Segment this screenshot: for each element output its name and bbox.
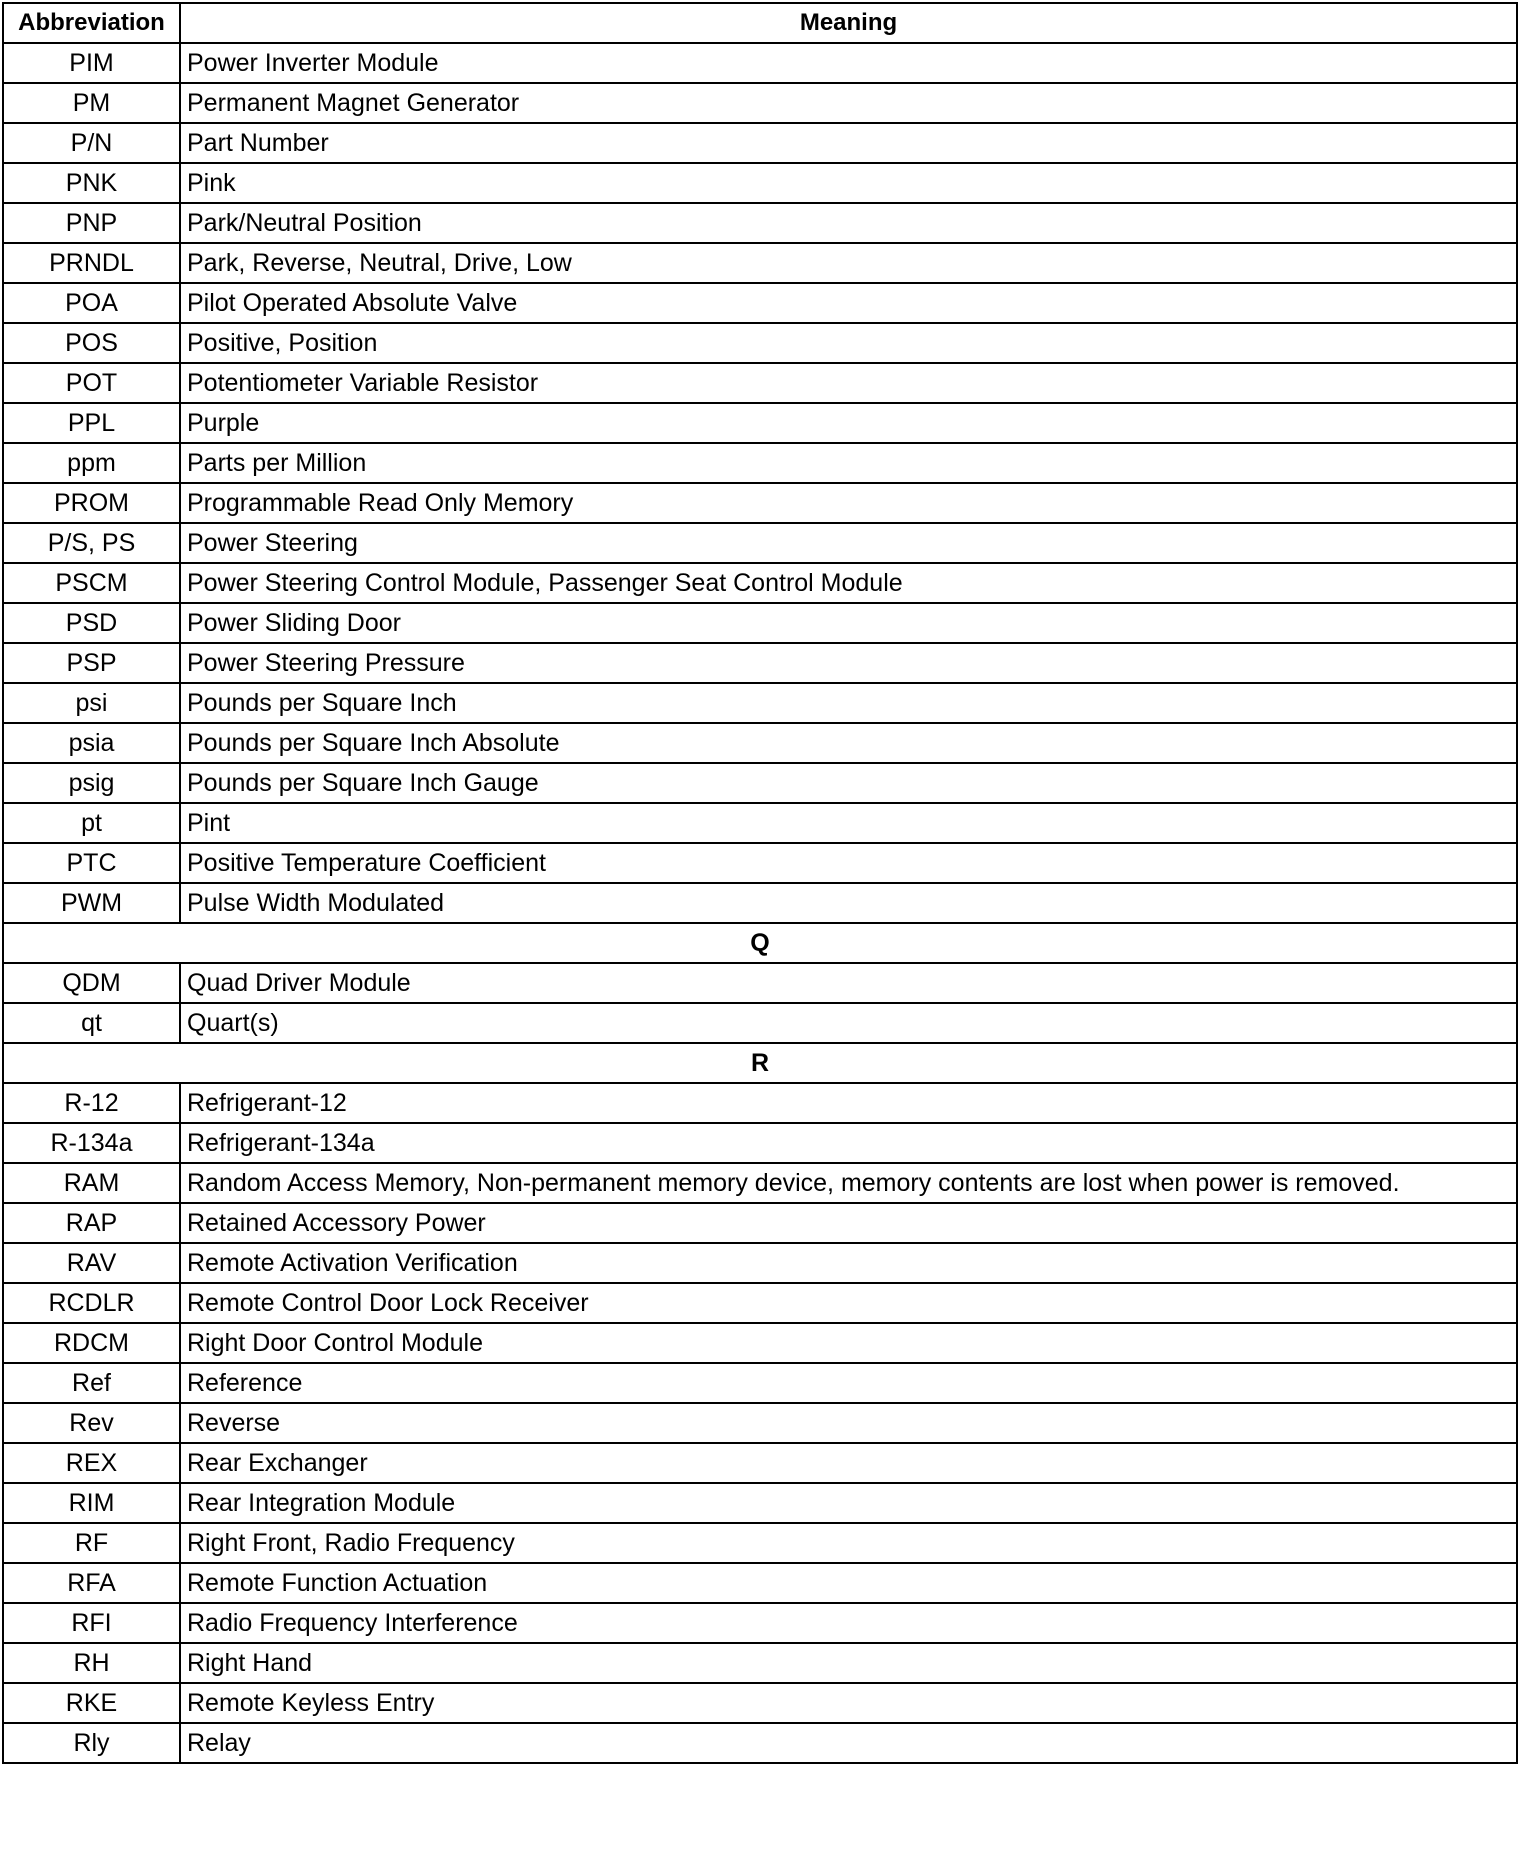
abbreviation-cell: POS <box>3 323 180 363</box>
abbreviation-cell: PRNDL <box>3 243 180 283</box>
table-row <box>3 1003 1517 1043</box>
table-row <box>3 1403 1517 1443</box>
table-row <box>3 1083 1517 1123</box>
meaning-cell: Relay <box>180 1723 1517 1763</box>
table-row <box>3 563 1517 603</box>
abbreviation-cell: psia <box>3 723 180 763</box>
meaning-cell: Refrigerant-12 <box>180 1083 1517 1123</box>
meaning-cell: Rear Exchanger <box>180 1443 1517 1483</box>
table-row <box>3 1123 1517 1163</box>
meaning-cell: Positive Temperature Coefficient <box>180 843 1517 883</box>
table-row <box>3 1283 1517 1323</box>
meaning-cell: Part Number <box>180 123 1517 163</box>
table-row <box>3 403 1517 443</box>
abbreviation-cell: RFA <box>3 1563 180 1603</box>
abbreviation-cell: RIM <box>3 1483 180 1523</box>
meaning-cell: Purple <box>180 403 1517 443</box>
meaning-cell: Refrigerant-134a <box>180 1123 1517 1163</box>
table-row <box>3 803 1517 843</box>
table-body <box>3 43 1517 1763</box>
table-header <box>3 3 1517 43</box>
table-row <box>3 1243 1517 1283</box>
table-row <box>3 203 1517 243</box>
table-row <box>3 483 1517 523</box>
table-row <box>3 1643 1517 1683</box>
table-row <box>3 323 1517 363</box>
abbreviation-cell: ppm <box>3 443 180 483</box>
abbreviation-cell: psi <box>3 683 180 723</box>
abbreviation-cell: R-134a <box>3 1123 180 1163</box>
table-row <box>3 163 1517 203</box>
meaning-cell: Random Access Memory, Non-permanent memory device, memory contents are lost when power is removed. <box>180 1163 1517 1203</box>
table-row <box>3 763 1517 803</box>
table-row <box>3 1443 1517 1483</box>
abbreviation-cell: PIM <box>3 43 180 83</box>
abbreviation-cell: RAM <box>3 1163 180 1203</box>
meaning-cell: Right Hand <box>180 1643 1517 1683</box>
abbreviation-cell: Rly <box>3 1723 180 1763</box>
table-row <box>3 723 1517 763</box>
table-row <box>3 1683 1517 1723</box>
meaning-cell: Park, Reverse, Neutral, Drive, Low <box>180 243 1517 283</box>
meaning-cell: Power Inverter Module <box>180 43 1517 83</box>
meaning-cell: Reverse <box>180 1403 1517 1443</box>
meaning-cell: Right Front, Radio Frequency <box>180 1523 1517 1563</box>
table-row <box>3 123 1517 163</box>
meaning-cell: Retained Accessory Power <box>180 1203 1517 1243</box>
abbreviation-cell: RDCM <box>3 1323 180 1363</box>
table-row <box>3 43 1517 83</box>
meaning-cell: Remote Function Actuation <box>180 1563 1517 1603</box>
section-row <box>3 1043 1517 1083</box>
meaning-cell: Pint <box>180 803 1517 843</box>
table-row <box>3 883 1517 923</box>
meaning-cell: Reference <box>180 1363 1517 1403</box>
abbreviation-cell: R-12 <box>3 1083 180 1123</box>
section-row <box>3 923 1517 963</box>
abbreviation-cell: RAV <box>3 1243 180 1283</box>
table-row <box>3 643 1517 683</box>
table-row <box>3 603 1517 643</box>
meaning-cell: Pounds per Square Inch Gauge <box>180 763 1517 803</box>
table-row <box>3 363 1517 403</box>
meaning-cell: Quad Driver Module <box>180 963 1517 1003</box>
table-row <box>3 243 1517 283</box>
abbreviation-cell: qt <box>3 1003 180 1043</box>
table-row <box>3 83 1517 123</box>
abbreviation-table <box>2 2 1518 1764</box>
abbreviation-cell: PM <box>3 83 180 123</box>
table-row <box>3 963 1517 1003</box>
meaning-cell: Programmable Read Only Memory <box>180 483 1517 523</box>
table-row <box>3 283 1517 323</box>
abbreviation-cell: PSD <box>3 603 180 643</box>
abbreviation-cell: Rev <box>3 1403 180 1443</box>
table-row <box>3 1483 1517 1523</box>
meaning-cell: Radio Frequency Interference <box>180 1603 1517 1643</box>
abbreviation-cell: RF <box>3 1523 180 1563</box>
meaning-cell: Potentiometer Variable Resistor <box>180 363 1517 403</box>
meaning-cell: Pounds per Square Inch <box>180 683 1517 723</box>
meaning-cell: Right Door Control Module <box>180 1323 1517 1363</box>
abbreviation-cell: POA <box>3 283 180 323</box>
abbreviation-cell: QDM <box>3 963 180 1003</box>
table-row <box>3 443 1517 483</box>
section-heading: Q <box>3 923 1517 963</box>
meaning-cell: Parts per Million <box>180 443 1517 483</box>
table-row <box>3 1723 1517 1763</box>
abbreviation-cell: RCDLR <box>3 1283 180 1323</box>
table-row <box>3 1323 1517 1363</box>
meaning-cell: Remote Control Door Lock Receiver <box>180 1283 1517 1323</box>
meaning-cell: Remote Keyless Entry <box>180 1683 1517 1723</box>
meaning-cell: Power Sliding Door <box>180 603 1517 643</box>
table-row <box>3 1203 1517 1243</box>
abbreviation-cell: PNP <box>3 203 180 243</box>
table-row <box>3 1363 1517 1403</box>
abbreviation-cell: RFI <box>3 1603 180 1643</box>
abbreviation-cell: PNK <box>3 163 180 203</box>
meaning-cell: Pilot Operated Absolute Valve <box>180 283 1517 323</box>
meaning-cell: Power Steering <box>180 523 1517 563</box>
abbreviation-cell: RKE <box>3 1683 180 1723</box>
abbreviation-cell: P/S, PS <box>3 523 180 563</box>
table-row <box>3 1163 1517 1203</box>
abbreviation-cell: PTC <box>3 843 180 883</box>
meaning-cell: Park/Neutral Position <box>180 203 1517 243</box>
abbreviation-cell: P/N <box>3 123 180 163</box>
meaning-column-header: Meaning <box>180 3 1517 43</box>
abbreviation-cell: POT <box>3 363 180 403</box>
meaning-cell: Quart(s) <box>180 1003 1517 1043</box>
meaning-cell: Remote Activation Verification <box>180 1243 1517 1283</box>
meaning-cell: Permanent Magnet Generator <box>180 83 1517 123</box>
meaning-cell: Rear Integration Module <box>180 1483 1517 1523</box>
abbreviation-cell: PPL <box>3 403 180 443</box>
abbreviation-cell: PWM <box>3 883 180 923</box>
meaning-cell: Pounds per Square Inch Absolute <box>180 723 1517 763</box>
abbreviation-cell: RAP <box>3 1203 180 1243</box>
abbreviation-cell: REX <box>3 1443 180 1483</box>
header-row <box>3 3 1517 43</box>
meaning-cell: Pink <box>180 163 1517 203</box>
abbreviation-column-header: Abbreviation <box>3 3 180 43</box>
table-row <box>3 1603 1517 1643</box>
table-row <box>3 523 1517 563</box>
table-row <box>3 683 1517 723</box>
table-row <box>3 1563 1517 1603</box>
abbreviation-cell: PROM <box>3 483 180 523</box>
abbreviation-cell: PSP <box>3 643 180 683</box>
meaning-cell: Pulse Width Modulated <box>180 883 1517 923</box>
table-row <box>3 1523 1517 1563</box>
meaning-cell: Positive, Position <box>180 323 1517 363</box>
abbreviation-cell: PSCM <box>3 563 180 603</box>
abbreviation-cell: Ref <box>3 1363 180 1403</box>
abbreviation-cell: RH <box>3 1643 180 1683</box>
meaning-cell: Power Steering Pressure <box>180 643 1517 683</box>
meaning-cell: Power Steering Control Module, Passenger Seat Control Module <box>180 563 1517 603</box>
abbreviation-cell: psig <box>3 763 180 803</box>
abbreviation-cell: pt <box>3 803 180 843</box>
section-heading: R <box>3 1043 1517 1083</box>
table-row <box>3 843 1517 883</box>
